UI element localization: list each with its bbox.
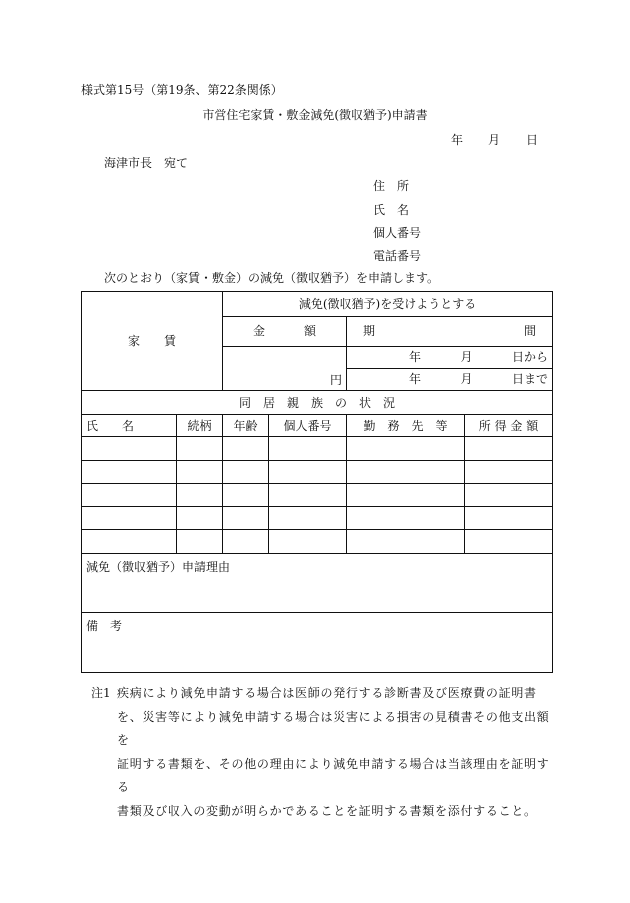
col-header-name: 氏 名 [82,415,177,437]
note-label: 注1 [91,686,111,700]
cohabitant-personal-number-cell[interactable] [269,460,347,483]
phone-label: 電話番号 [373,249,422,263]
cohabitant-age-cell[interactable] [223,460,269,483]
note-line: を、災害等により減免申請する場合は災害による損害の見積書その他支出額を [117,709,550,747]
remarks-label: 備 考 [86,619,123,634]
form-number: 様式第15号（第19条、第22条関係） [81,83,283,97]
period-to-cell[interactable] [347,368,553,390]
from-suffix: 日から [511,350,548,365]
cohabitant-age-cell[interactable] [223,507,269,530]
cohabitant-relation-cell[interactable] [177,507,223,530]
reason-field[interactable] [82,553,553,613]
yen-label: 円 [330,372,343,387]
note-line: 証明する書類を、その他の理由により減免申請する場合は当該理由を証明する [117,756,550,794]
note-line: 疾病により減免申請する場合は医師の発行する診断書及び医療費の証明書 [117,686,537,700]
cohabitant-relation-cell[interactable] [177,437,223,460]
amount-label-2: 額 [304,324,317,339]
cohabitant-workplace-cell[interactable] [347,437,465,460]
cohabitant-relation-cell[interactable] [177,460,223,483]
col-header-income: 所 得 金 額 [465,415,553,437]
table-row [82,460,553,483]
cohabitant-income-cell[interactable] [465,507,553,530]
from-month-label: 月 [460,350,473,365]
cohabitant-personal-number-cell[interactable] [269,530,347,553]
cohabitant-name-cell[interactable] [82,507,177,530]
note-line: 書類及び収入の変動が明らかであることを証明する書類を添付すること。 [117,803,537,818]
table-row [82,437,553,460]
amount-header [223,317,347,346]
name-label: 氏 名 [373,203,410,217]
amount-value-cell[interactable] [223,346,347,390]
cohabitant-header: 同 居 親 族 の 状 況 [82,390,553,414]
cohabitant-income-cell[interactable] [465,483,553,506]
to-month-label: 月 [460,372,473,387]
amount-label-1: 金 [253,324,266,339]
cohabitant-relation-cell[interactable] [177,530,223,553]
remarks-field[interactable] [82,613,553,673]
period-from-cell[interactable] [347,346,553,368]
period-label-2: 間 [524,324,537,339]
notes-block [91,682,553,823]
cohabitant-name-cell[interactable] [82,460,177,483]
table-row [82,483,553,506]
from-year-label: 年 [409,350,422,365]
col-header-age: 年齢 [223,415,269,437]
cohabitant-workplace-cell[interactable] [347,460,465,483]
col-header-workplace: 勤 務 先 等 [347,415,465,437]
cohabitant-name-cell[interactable] [82,437,177,460]
date-month-label: 月 [488,133,501,147]
cohabitant-personal-number-cell[interactable] [269,483,347,506]
col-header-personal-number: 個人番号 [269,415,347,437]
cohabitant-relation-cell[interactable] [177,483,223,506]
addressee: 海津市長 宛て [104,156,189,170]
form-title: 市営住宅家賃・敷金減免(徴収猶予)申請書 [202,108,428,122]
cohabitant-income-cell[interactable] [465,530,553,553]
reduction-header: 減免(徴収猶予)を受けようとする [223,292,553,317]
cohabitant-name-cell[interactable] [82,530,177,553]
to-year-label: 年 [409,372,422,387]
reason-label: 減免（徴収猶予）申請理由 [86,559,231,574]
rent-label: 家 賃 [128,333,177,348]
to-suffix: 日まで [511,372,548,387]
cohabitant-age-cell[interactable] [223,530,269,553]
date-day-label: 日 [526,133,539,147]
cohabitant-personal-number-cell[interactable] [269,437,347,460]
cohabitant-income-cell[interactable] [465,460,553,483]
cohabitant-personal-number-cell[interactable] [269,507,347,530]
cohabitant-workplace-cell[interactable] [347,483,465,506]
cohabitant-name-cell[interactable] [82,483,177,506]
cohabitant-age-cell[interactable] [223,437,269,460]
cohabitant-workplace-cell[interactable] [347,507,465,530]
personal-number-label: 個人番号 [373,226,422,240]
cohabitant-workplace-cell[interactable] [347,530,465,553]
table-row [82,507,553,530]
intro-text: 次のとおり（家賃・敷金）の減免（徴収猶予）を申請します。 [104,271,440,285]
date-year-label: 年 [451,133,464,147]
cohabitant-income-cell[interactable] [465,437,553,460]
period-header [347,317,553,346]
col-header-relation: 続柄 [177,415,223,437]
period-label-1: 期 [363,324,376,339]
table-row [82,530,553,553]
application-table [81,291,553,673]
address-label: 住 所 [373,179,410,193]
cohabitant-age-cell[interactable] [223,483,269,506]
rent-label-cell [82,292,223,391]
